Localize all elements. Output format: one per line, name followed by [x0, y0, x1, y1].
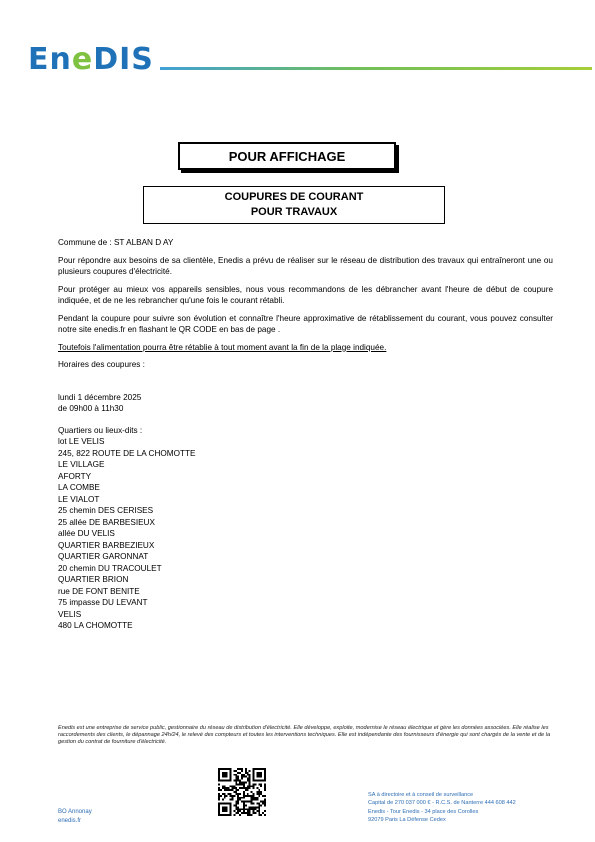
pour-affichage-box: [178, 142, 396, 170]
lieux-title: Quartiers ou lieux-dits :: [58, 425, 143, 435]
list-item: 245, 822 ROUTE DE LA CHOMOTTE: [58, 448, 196, 458]
commune-line: Commune de : ST ALBAN D AY: [58, 238, 174, 247]
footer-website-link[interactable]: enedis.fr: [58, 817, 82, 824]
coupures-title-line2: POUR TRAVAUX: [250, 206, 338, 218]
list-item: 75 impasse DU LEVANT: [58, 598, 148, 607]
paragraph-intro: Pour répondre aux besoins de sa clientèle, Enedis a prévu de réaliser sur le réseau de distribution des travaux qui entraîneront une ou plusieurs coupures d'électricité.: [58, 255, 553, 276]
qr-code[interactable]: [218, 768, 266, 816]
pour-affichage-title: POUR AFFICHAGE: [228, 148, 346, 164]
horaires-title: Horaires des coupures :: [58, 360, 145, 369]
list-item: lot LE VELIS: [58, 437, 105, 446]
list-item: AFORTY: [58, 471, 92, 481]
list-item: 25 allée DE BARBESIEUX: [58, 517, 155, 527]
footer-legal-line: Enedis - Tour Enedis - 34 place des Corolles: [368, 808, 479, 815]
coupure-schedule: [58, 392, 553, 415]
list-item: rue DE FONT BENITE: [58, 586, 140, 596]
list-item: QUARTIER GARONNAT: [58, 552, 149, 561]
enedis-logo: [28, 38, 158, 78]
paragraph-suivi: Pendant la coupure pour suivre son évolution et connaître l'heure approximative de rétablissement du courant, vous pouvez consulter notre site enedis.fr en flashant le QR CODE en bas de page .: [58, 313, 553, 334]
notice-body: [58, 237, 553, 632]
coupure-time: de 09h00 à 11h30: [58, 404, 124, 413]
paragraph-appareils: Pour protéger au mieux vos appareils sensibles, nous vous recommandons de les débrancher avant l'heure de début de coupure indiquée, et de ne les rebrancher qu'une fois le courant rétabli.: [58, 284, 553, 305]
coupures-title-box: [143, 186, 445, 224]
list-item: LE VILLAGE: [58, 460, 105, 469]
coupure-date: lundi 1 décembre 2025: [58, 392, 142, 402]
footer-left: [58, 808, 92, 825]
list-item: LA COMBE: [58, 483, 100, 492]
coupures-title-line1: COUPURES DE COURANT: [224, 191, 364, 203]
footer-legal: [368, 791, 516, 824]
qr-code-graphic: [218, 768, 266, 816]
list-item: QUARTIER BARBEZIEUX: [58, 540, 155, 550]
list-item: allée DU VELIS: [58, 529, 115, 538]
list-item: 480 LA CHOMOTTE: [58, 621, 133, 630]
footer-legal-line: 92079 Paris La Défense Cedex: [368, 816, 446, 823]
enedis-logo-svg: [28, 38, 158, 78]
footer-agency: BO Annonay: [58, 809, 92, 815]
list-item: VELIS: [58, 609, 82, 619]
logo-wordmark: EneDIS: [28, 42, 154, 77]
enedis-disclaimer: Enedis est une entreprise de service public, gestionnaire du réseau de distribution d'électricité. Elle développe, exploite, modernise le réseau électrique et gère les données associées. Elle réalise les raccordements des clients, le dépannage 24h/24, le relevé des compteurs et toutes les interventions techniques. Elle est indépendante des fournisseurs d'énergie qui sont chargés de la vente et de la gestion du contrat de fourniture d'électricité.: [58, 725, 551, 746]
header-gradient-line: [160, 67, 592, 70]
list-item: QUARTIER BRION: [58, 575, 129, 584]
list-item: 25 chemin DES CERISES: [58, 506, 154, 515]
lieux-list: [58, 436, 553, 632]
footer-legal-line: SA à directoire et à conseil de surveillance: [368, 792, 474, 798]
footer-legal-line: Capital de 270 037 000 € - R.C.S. de Nanterre 444 608 442: [368, 800, 516, 807]
paragraph-note: Toutefois l'alimentation pourra être rétablie à tout moment avant la fin de la plage indiquée.: [58, 342, 387, 352]
list-item: LE VIALOT: [58, 494, 100, 504]
list-item: 20 chemin DU TRACOULET: [58, 563, 162, 573]
